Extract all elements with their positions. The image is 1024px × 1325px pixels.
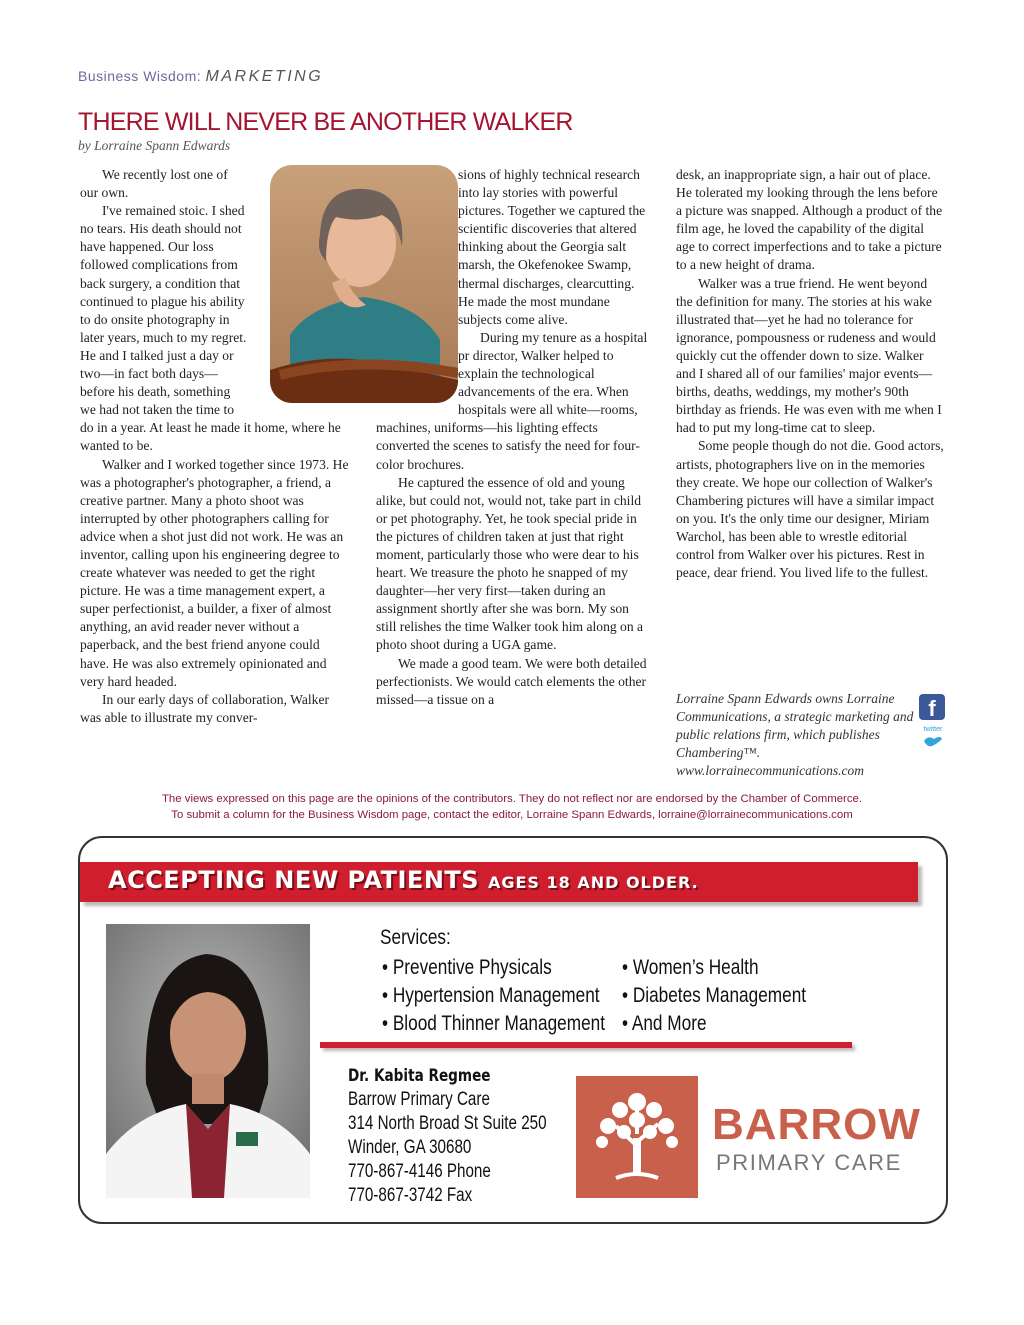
badge-logo-mark	[236, 1132, 258, 1146]
logo-wordmark: BARROW	[712, 1100, 921, 1149]
paragraph: In our early days of collaboration, Walker was able to illustrate my conver-	[80, 691, 330, 725]
service-item: • And More	[622, 1012, 707, 1035]
disclaimer-line-1: The views expressed on this page are the opinions of the contributors. They do not reflect nor are endorsed by the Chamber of Commerce.	[161, 793, 863, 805]
twitter-icon[interactable]	[916, 726, 950, 751]
banner-main: ACCEPTING NEW PATIENTS	[108, 866, 480, 894]
article-column-3	[676, 166, 944, 582]
author-bio: Lorraine Spann Edwards owns Lorraine Communications, a strategic marketing and public relations firm, which publishes Chambering™. www.lorrainecommunications.com	[676, 691, 914, 778]
divider-rule	[320, 1042, 852, 1048]
paragraph: Walker and I worked together since 1973. He was a photographer's photographer, a friend, a creative partner. Many a photo shoot was interrupted by other photographers calling for advice when a shot just did not work. He was an inventor, calling upon his engineering degree to create whatever was needed to get the right picture. He was a time management expert, a super perfectionist, a builder, a fixer of almost anything, an avid reader never without a paperback, and the best friend anyone could have. He was also extremely opinionated and very hard headed.	[80, 456, 349, 689]
advertisement	[78, 836, 948, 1224]
paragraph: desk, an inappropriate sign, a hair out of place. He tolerated my looking through the lens before a picture was snapped. Although a product of the film age, he loved the capability of the digital age to correct imperfections and to take a picture to a new height of drama.	[676, 167, 943, 273]
paragraph: He captured the essence of old and young alike, but could not, would not, take part in child or pet photography. Yet, he took special pride in the pictures of children taken at just that right moment, particularly those who were dear to his heart. We treasure the photo he snapped of my daughter—her very first—taken during an assignment shortly after she was born. My son still relishes the time Walker took him along on a photo shoot during a UGA game.	[376, 474, 644, 653]
contact-block	[348, 1064, 596, 1208]
topic-label: MARKETING	[205, 68, 324, 85]
fax-number: 770-867-3742 Fax	[348, 1185, 473, 1206]
section-kicker	[78, 68, 323, 86]
paragraph: Some people though do not die. Good actors, artists, photographers live on in the memories they create. We hope our collection of Walker's Chambering pictures will have a similar impact on you. It's the only time our designer, Miriam Warchol, has been able to wrestle editorial control from Walker over his pictures. Rest in peace, dear friend. You lived life to the fullest.	[676, 438, 944, 581]
social-links	[916, 694, 950, 751]
author-photo	[270, 165, 458, 403]
ad-banner	[80, 862, 918, 902]
service-item: • Hypertension Management	[382, 984, 600, 1007]
disclaimer	[0, 791, 1024, 823]
paragraph: I've remained stoic. I shed no tears. His death should not have happened. Our loss followed complications from back surgery, a condition that continued to plague his ability to do onsite photography in later years, much to my regret. He and I talked just a day or two—in fact both days—before his death, something we had not taken the time to do in a year. At least he made it home, where he wanted to be.	[80, 203, 341, 454]
article-headline: THERE WILL NEVER BE ANOTHER WALKER	[78, 108, 573, 136]
doctor-photo	[106, 924, 310, 1198]
practice-name: Barrow Primary Care	[348, 1089, 490, 1110]
doctor-name: Dr. Kabita Regmee	[348, 1066, 491, 1086]
service-item: • Blood Thinner Management	[382, 1012, 606, 1035]
service-item: • Women’s Health	[622, 956, 759, 979]
city-address: Winder, GA 30680	[348, 1137, 472, 1158]
service-item: • Preventive Physicals	[382, 956, 552, 979]
service-item: • Diabetes Management	[622, 984, 807, 1007]
phone-number: 770-867-4146 Phone	[348, 1161, 491, 1182]
services-title: Services:	[380, 926, 451, 949]
paragraph: During my tenure as a hospital pr director, Walker helped to explain the technological advancements of the era. When hospitals were all white—rooms, machines, uniforms—his lighting effects converted the scenes to satisfy the need for four-color brochures.	[376, 329, 648, 472]
facebook-icon[interactable]: f	[919, 694, 945, 720]
twitter-label: twitter	[923, 726, 943, 733]
paragraph: Walker was a true friend. He went beyond the definition for many. The stories at his wake illustrated that—yet he had no tolerance for ignorance, pompousness or rudeness and would quickly cut the offender down to size. Walker and I shared all of our families' major events—births, deaths, weddings, my mother's 90th birthday as friends. He was even with me when I had to put my long-time cat to sleep.	[676, 275, 942, 436]
logo-subtitle: PRIMARY CARE	[716, 1150, 902, 1175]
paragraph: We recently lost one of our own.	[80, 167, 228, 201]
banner-small: AGES 18 AND OLDER.	[487, 873, 699, 892]
article-byline: by Lorraine Spann Edwards	[78, 138, 231, 153]
disclaimer-line-2: To submit a column for the Business Wisdom page, contact the editor, Lorraine Spann Edwards, lorraine@lorrainecommunications.com	[171, 809, 853, 821]
street-address: 314 North Broad St Suite 250	[348, 1113, 547, 1134]
banner-text	[108, 866, 699, 894]
paragraph: We made a good team. We were both detailed perfectionists. We would catch elements the other missed—a tissue on a	[376, 655, 647, 707]
paragraph: sions of highly technical research into lay stories with powerful pictures. Together we captured the scientific discoveries that altered thinking about the Georgia salt marsh, the Okefenokee Swamp, thermal discharges, clearcutting. He made the most mundane subjects come alive.	[458, 167, 646, 327]
tree-logo-icon	[576, 1076, 698, 1198]
section-label: Business Wisdom:	[78, 68, 202, 84]
